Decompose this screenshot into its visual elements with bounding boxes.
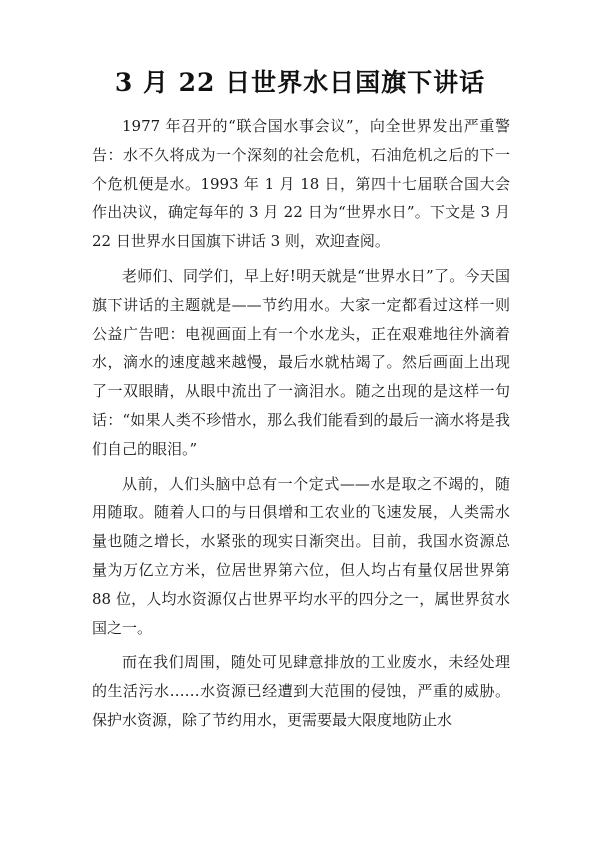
paragraph-greeting: 老师们、同学们，早上好!明天就是“世界水日”了。今天国旗下讲话的主题就是——节约用水。大家一定都看过这样一则公益广告吧：电视画面上有一个水龙头，正在艰难地往外滴着水，滴水的速度越来越慢，最后水就枯竭了。然后画面上出现了一双眼睛，从眼中流出了一滴泪水。随之出现的是这样一句话：“如果人类不珍惜水，那么我们能看到的最后一滴水将是我们自己的眼泪。” <box>92 266 510 458</box>
paragraph-intro: 1977 年召开的“联合国水事会议”，向全世界发出严重警告：水不久将成为一个深刻的社会危机，石油危机之后的下一个危机便是水。1993 年 1 月 18 日，第四十七届联合国大会作出决议，确定每年的 3 月 22 日为“世界水日”。下文是 3 月 22 日世界水日国旗下讲话 3 则，欢迎查阅。 <box>92 117 510 251</box>
paragraph-pollution: 而在我们周围，随处可见肆意排放的工业废水，未经处理的生活污水……水资源已经遭到大范围的侵蚀，严重的威胁。保护水资源，除了节约用水，更需要最大限度地防止水 <box>92 653 510 729</box>
document-body <box>92 112 510 741</box>
paragraph-history: 从前，人们头脑中总有一个定式——水是取之不竭的，随用随取。随着人口的与日俱增和工农业的飞速发展，人类需水量也随之增长，水紧张的现实日渐突出。目前，我国水资源总量为万亿立方米，位居世界第六位，但人均占有量仅居世界第 88 位，人均水资源仅占世界平均水平的四分之一，属世界贫水国之一。 <box>92 474 510 637</box>
document-title: 3 月 22 日世界水日国旗下讲话 <box>114 68 486 97</box>
